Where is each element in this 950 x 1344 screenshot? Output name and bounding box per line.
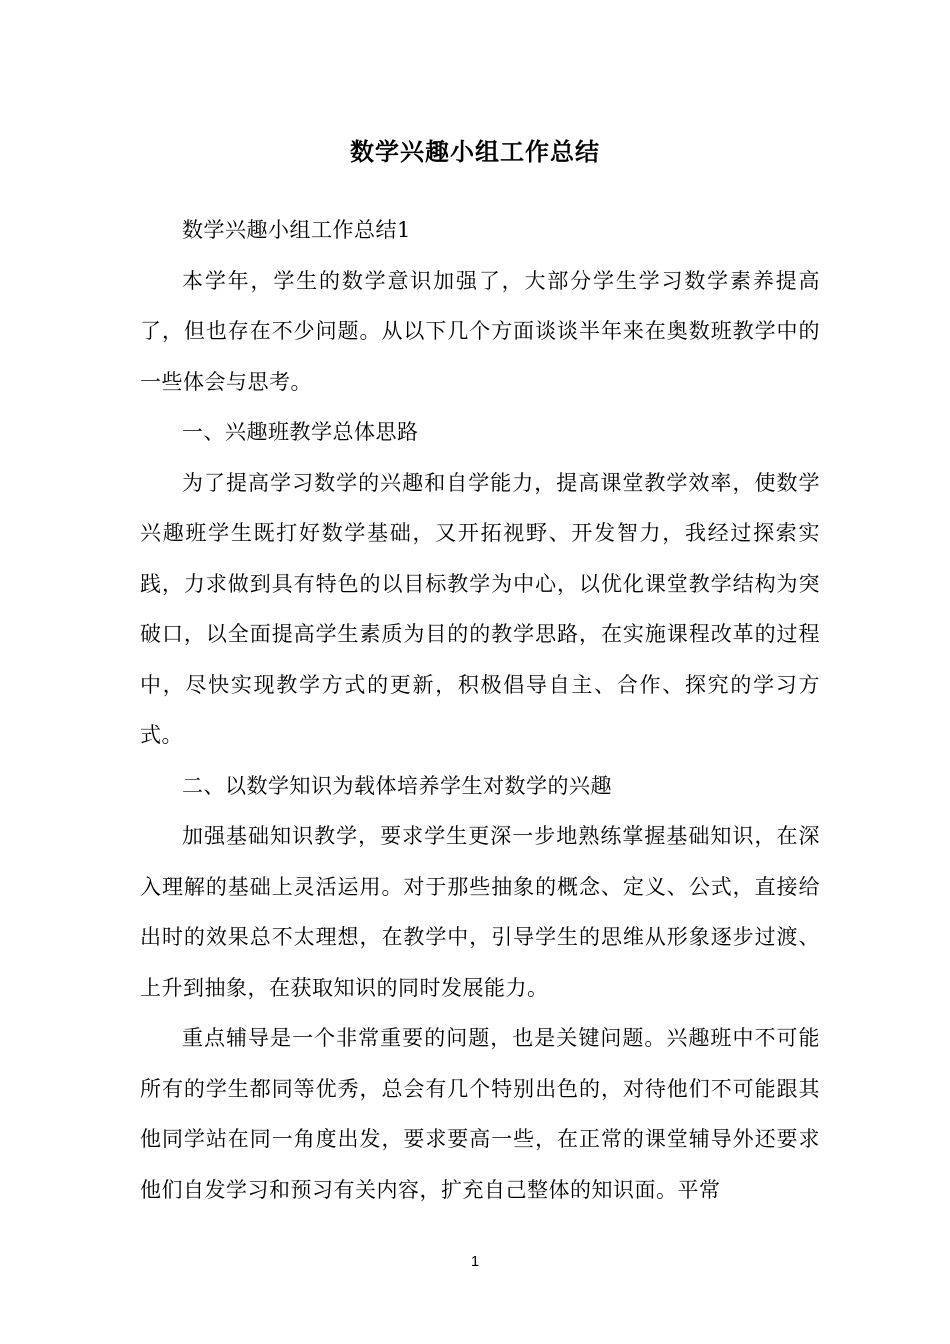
document-title: 数学兴趣小组工作总结: [350, 138, 600, 166]
paragraph-teaching-approach: 为了提高学习数学的兴趣和自学能力，提高课堂教学效率，使数学兴趣班学生既打好数学基础，又开拓视野、开发智力，我经过探索实践，力求做到具有特色的以目标教学为中心，以优化课堂教学结构为突破口，以全面提高学生素质为目的的教学思路，在实施课程改革的过程中，尽快实现教学方式的更新，积极倡导自主、合作、探究的学习方式。: [140, 470, 820, 747]
paragraph-subtitle: 数学兴趣小组工作总结1: [182, 218, 411, 242]
section-heading-1: 一、兴趣班教学总体思路: [182, 420, 419, 444]
document-body: [140, 205, 820, 1215]
paragraph-basic-knowledge: 加强基础知识教学，要求学生更深一步地熟练掌握基础知识，在深入理解的基础上灵活运用。对于那些抽象的概念、定义、公式，直接给出时的效果总不太理想，在教学中，引导学生的思维从形象逐步过渡、上升到抽象，在获取知识的同时发展能力。: [140, 824, 820, 1000]
page-number: 1: [470, 1253, 480, 1270]
paragraph-key-tutoring: 重点辅导是一个非常重要的问题，也是关键问题。兴趣班中不可能所有的学生都同等优秀，总会有几个特别出色的，对待他们不可能跟其他同学站在同一角度出发，要求要高一些，在正常的课堂辅导外还要求他们自发学习和预习有关内容，扩充自己整体的知识面。平常: [140, 1026, 820, 1202]
section-heading-2: 二、以数学知识为载体培养学生对数学的兴趣: [182, 773, 612, 798]
paragraph-intro: 本学年，学生的数学意识加强了，大部分学生学习数学素养提高了，但也存在不少问题。从以下几个方面谈谈半年来在奥数班教学中的一些体会与思考。: [140, 268, 820, 394]
